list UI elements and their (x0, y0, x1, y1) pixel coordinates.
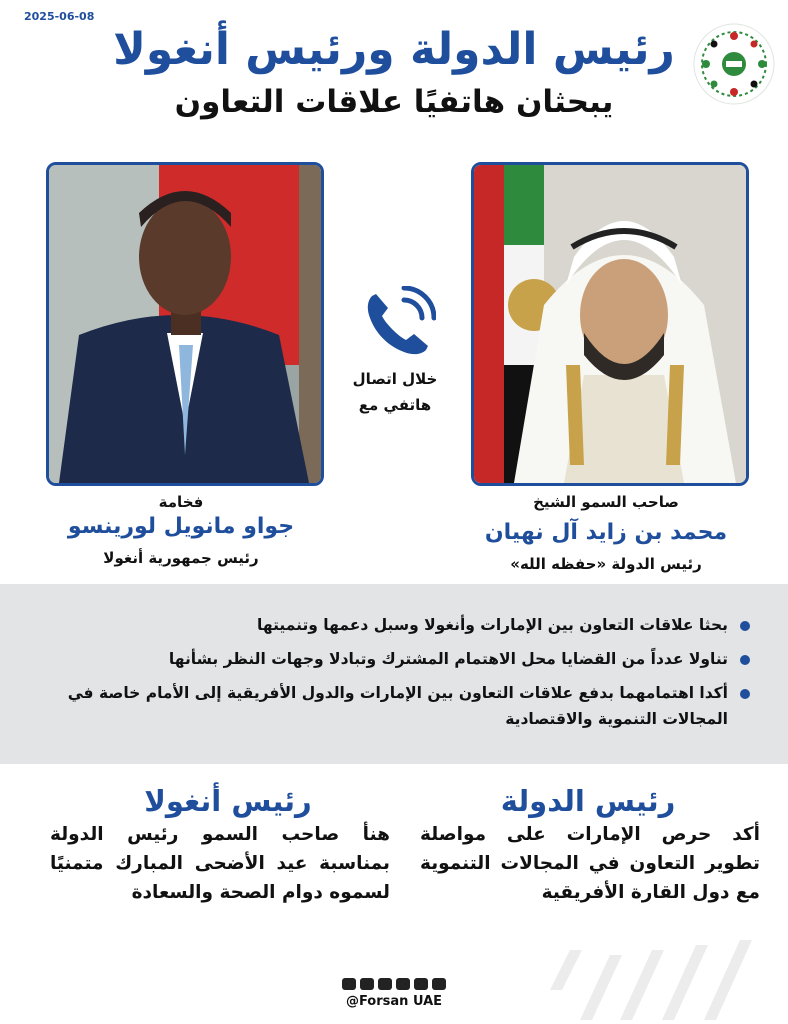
list-item: بحثا علاقات التعاون بين الإمارات وأنغولا وسبل دعمها وتنميتها (54, 612, 754, 638)
subtitle: يبحثان هاتفيًا علاقات التعاون (174, 84, 614, 120)
footer-handle: @Forsan UAE (345, 994, 443, 1009)
watermark-icon (540, 930, 760, 1020)
angola-section-heading: رئيس أنغولا (144, 784, 312, 818)
date-label: 2025-06-08 (24, 10, 95, 23)
uae-president-photo (471, 162, 749, 486)
social-icons (342, 976, 446, 990)
angola-role: رئيس جمهورية أنغولا (103, 549, 259, 567)
list-item: أكدا اهتمامهما بدفع علاقات التعاون بين الإمارات والدول الأفريقية إلى الأمام خاصة في المجالات التنموية والاقتصادية (54, 680, 754, 732)
angola-section-body: هنأ صاحب السمو رئيس الدولة بمناسبة عيد الأضحى المبارك متمنيًا لسموه دوام الصحة والسعادة (50, 824, 390, 903)
list-item: تناولا عدداً من القضايا محل الاهتمام المشترك وتبادلا وجهات النظر بشأنها (54, 646, 754, 672)
phone-icon (358, 286, 436, 364)
instagram-icon (414, 978, 428, 990)
snapchat-icon (432, 978, 446, 990)
summary-list (54, 612, 754, 740)
facebook-icon (396, 978, 410, 990)
x-icon (378, 978, 392, 990)
uae-prefix: صاحب السمو الشيخ (533, 493, 679, 511)
angola-name: جواو مانويل لورينسو (67, 514, 295, 539)
call-text-line1: خلال اتصال (352, 370, 438, 388)
angola-prefix: فخامة (158, 493, 204, 511)
uae-section-body: أكد حرص الإمارات على مواصلة تطوير التعاون في المجالات التنموية مع دول القارة الأفريقية (420, 824, 760, 903)
angola-president-photo (46, 162, 324, 486)
youtube-icon (342, 978, 356, 990)
main-title: رئيس الدولة ورئيس أنغولا (113, 24, 675, 75)
tiktok-icon (360, 978, 374, 990)
uae-name: محمد بن زايد آل نهيان (484, 520, 728, 545)
uae-role: رئيس الدولة «حفظه الله» (510, 555, 702, 573)
call-text-line2: هاتفي مع (358, 396, 432, 414)
uae-section-heading: رئيس الدولة (500, 784, 676, 818)
